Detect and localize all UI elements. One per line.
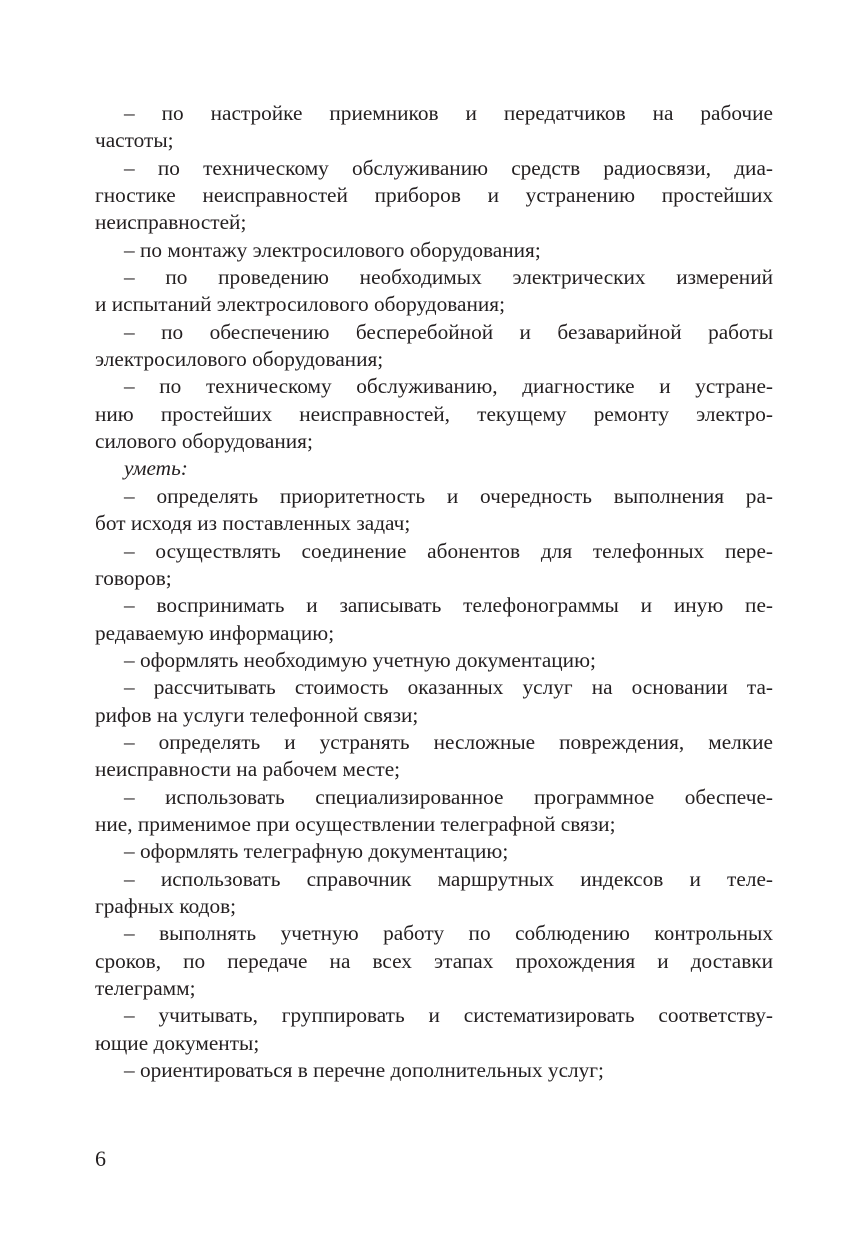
text-line: силового оборудования;	[95, 429, 313, 454]
section-label-umet: уметь:	[124, 456, 188, 481]
text-line: говоров;	[95, 565, 172, 590]
text-line: – по обеспечению бесперебойной и безаварийной работы	[124, 319, 773, 344]
text-line: – по монтажу электросилового оборудования;	[124, 237, 541, 262]
text-line: неисправностей;	[95, 210, 247, 235]
text-line: гностике неисправностей приборов и устранению простейших	[95, 183, 773, 208]
text-line: – использовать специализированное программное обеспече-	[124, 784, 773, 809]
text-line: – оформлять телеграфную документацию;	[124, 839, 509, 864]
text-line: редаваемую информацию;	[95, 620, 335, 645]
text-line: электросилового оборудования;	[95, 347, 384, 372]
text-line: – рассчитывать стоимость оказанных услуг на основании та-	[124, 675, 773, 700]
text-line: нию простейших неисправностей, текущему ремонту электро-	[95, 401, 773, 426]
text-line: – по техническому обслуживанию, диагностике и устране-	[124, 374, 773, 399]
page-number: 6	[95, 1146, 106, 1171]
text-line: – оформлять необходимую учетную документацию;	[124, 647, 596, 672]
text-line: ющие документы;	[95, 1030, 260, 1055]
text-line: – учитывать, группировать и систематизировать соответству-	[124, 1003, 773, 1028]
text-line: – воспринимать и записывать телефонограммы и иную пе-	[124, 593, 773, 618]
text-line: ние, применимое при осуществлении телеграфной связи;	[95, 811, 616, 836]
text-line: графных кодов;	[95, 893, 237, 918]
text-line: – по техническому обслуживанию средств радиосвязи, диа-	[124, 155, 773, 180]
text-line: рифов на услуги телефонной связи;	[95, 702, 419, 727]
text-line: – ориентироваться в перечне дополнительных услуг;	[124, 1058, 604, 1083]
body-text	[95, 100, 773, 1084]
text-line: неисправности на рабочем месте;	[95, 757, 401, 782]
text-line: – определять приоритетность и очередность выполнения ра-	[124, 483, 773, 508]
text-line: – использовать справочник маршрутных индексов и теле-	[124, 866, 773, 891]
text-line: – по проведению необходимых электрических измерений	[124, 265, 773, 290]
text-line: – выполнять учетную работу по соблюдению контрольных	[124, 921, 773, 946]
text-line: частоты;	[95, 128, 174, 153]
text-line: – осуществлять соединение абонентов для телефонных пере-	[124, 538, 773, 563]
text-line: и испытаний электросилового оборудования;	[95, 292, 505, 317]
text-line: бот исходя из поставленных задач;	[95, 511, 411, 536]
text-line: телеграмм;	[95, 976, 196, 1000]
text-line: – определять и устранять несложные повреждения, мелкие	[124, 729, 773, 754]
text-line: сроков, по передаче на всех этапах прохождения и доставки	[95, 948, 773, 973]
text-line: – по настройке приемников и передатчиков на рабочие	[124, 101, 773, 125]
